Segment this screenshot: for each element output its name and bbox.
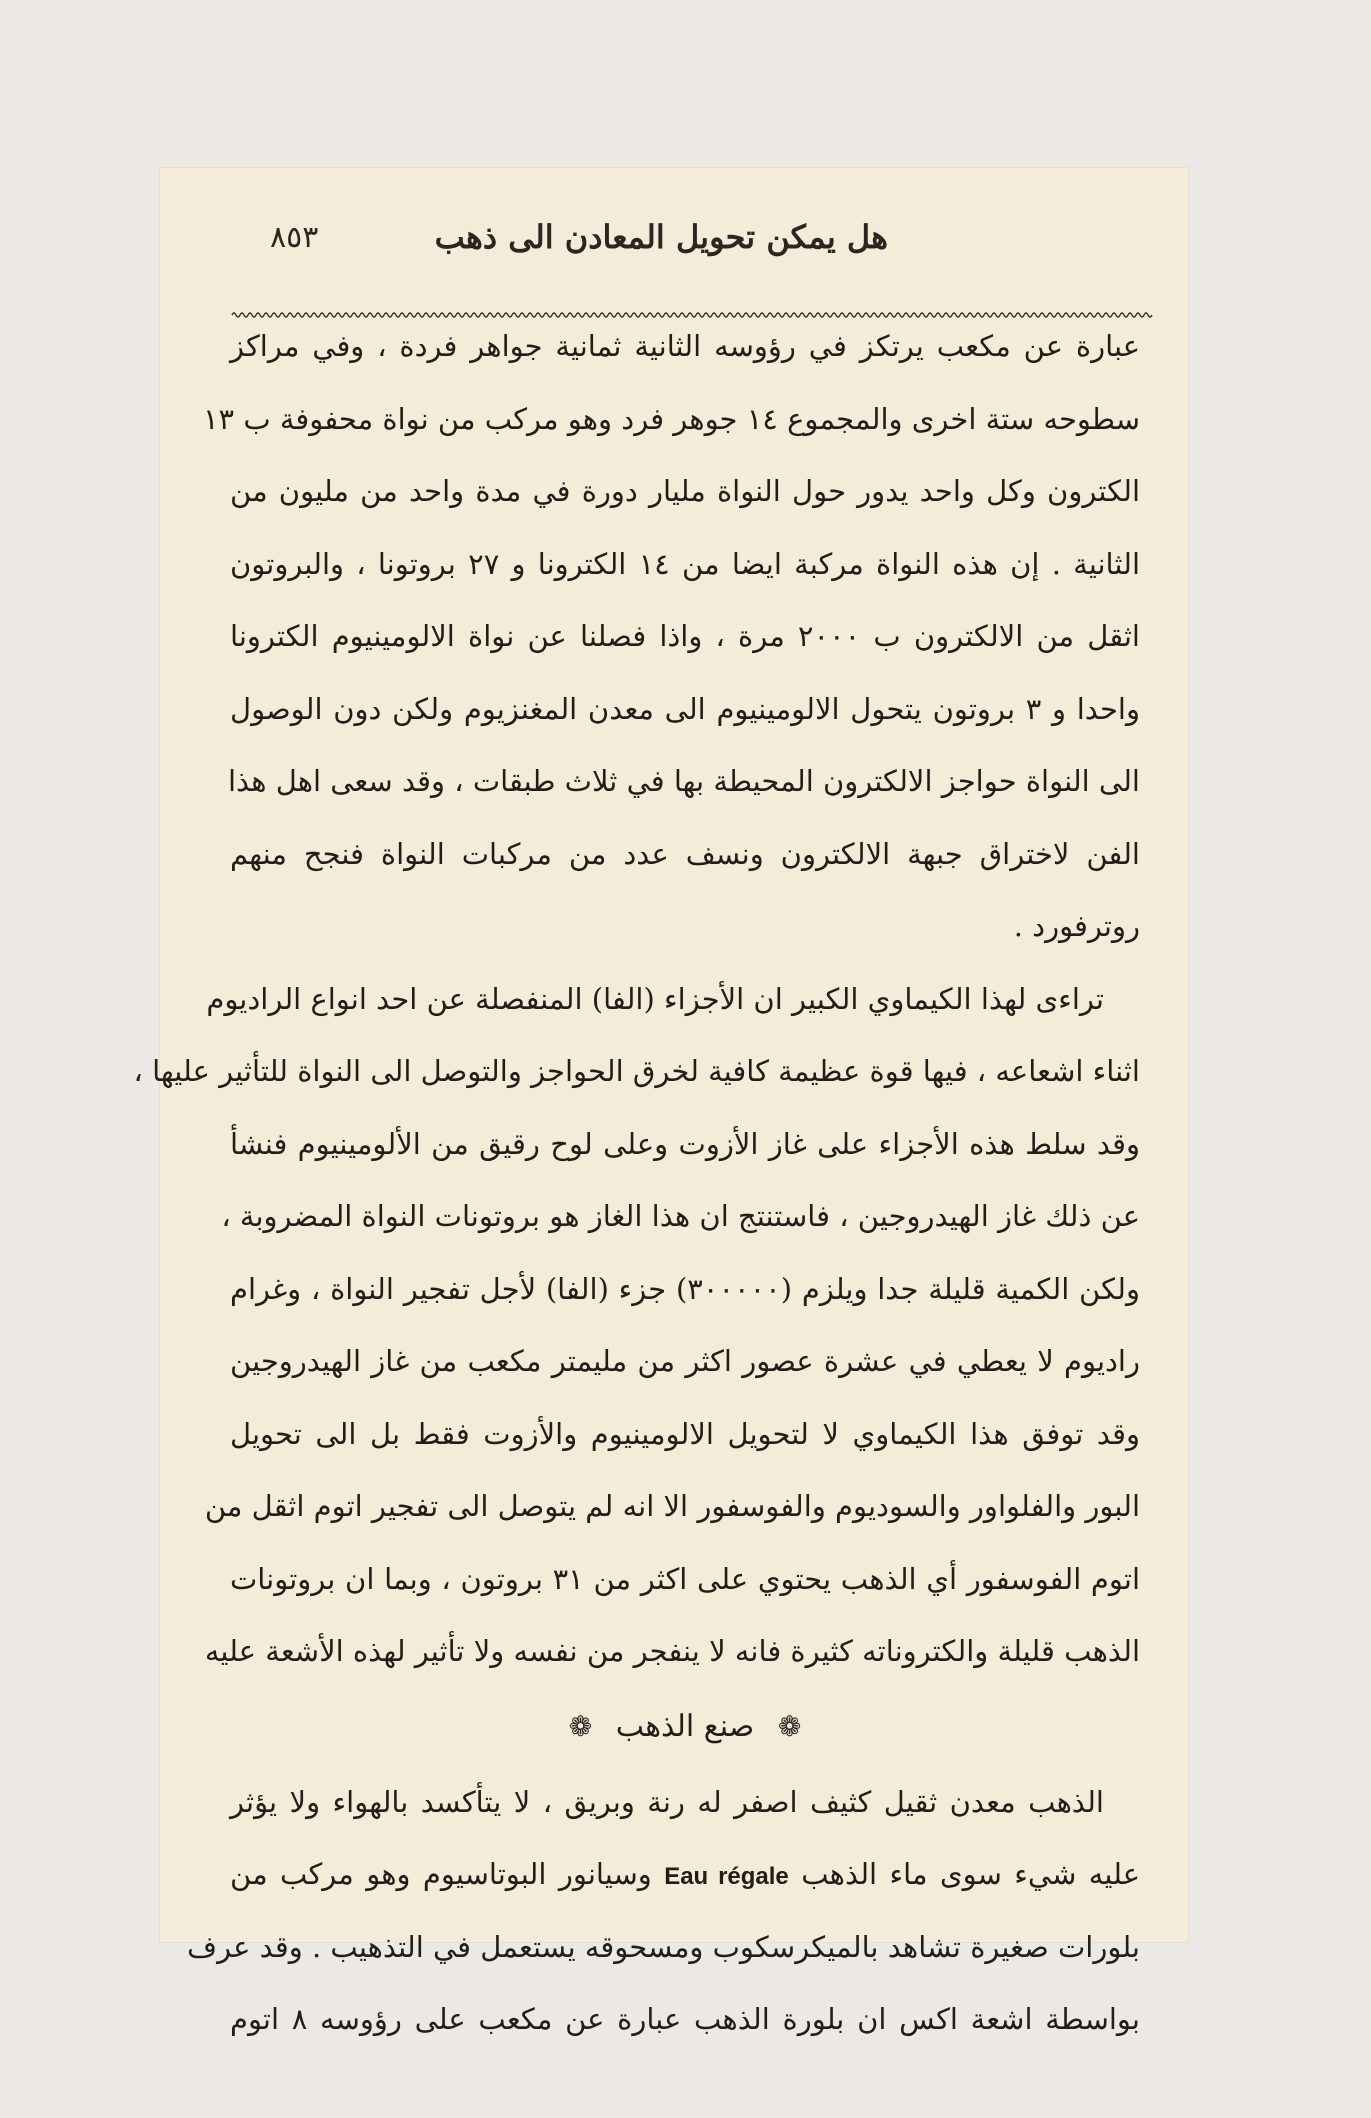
- text-line: البور والفلواور والسوديوم والفوسفور الا انه لم يتوصل الى تفجير اتوم اثقل من: [204, 1489, 1140, 1523]
- text-line: الكترون وكل واحد يدور حول النواة مليار دورة في مدة واحد من مليون من: [230, 474, 1140, 508]
- book-page: [133, 168, 1188, 2036]
- ornament-icon: ❁: [777, 1709, 802, 1743]
- text-line: سطوحه ستة اخرى والمجموع ١٤ جوهر فرد وهو مركب من نواة محفوفة ب ١٣: [202, 401, 1140, 436]
- page-number: ٨٥٣: [270, 220, 319, 255]
- text-line: بواسطة اشعة اكس ان بلورة الذهب عبارة عن مكعب على رؤوسه ٨ اتوم: [230, 2002, 1140, 2036]
- text-segment: عليه شيء سوى ماء الذهب: [801, 1857, 1140, 1891]
- page-header: [160, 210, 1188, 280]
- text-line: وقد سلط هذه الأجزاء على غاز الأزوت وعلى لوح رقيق من الألومينيوم فنشأ: [230, 1126, 1140, 1161]
- text-line: اثقل من الالكترون ب ٢٠٠٠ مرة ، واذا فصلنا عن نواة الالومينيوم الكترونا: [230, 619, 1140, 653]
- text-line: عبارة عن مكعب يرتكز في رؤوسه الثانية ثمانية جواهر فردة ، وفي مراكز: [230, 329, 1140, 363]
- text-line: ولكن الكمية قليلة جدا ويلزم (٣٠٠٠٠٠) جزء (الفا) لأجل تفجير النواة ، وغرام: [230, 1271, 1140, 1306]
- section-heading-label: صنع الذهب: [615, 1708, 755, 1744]
- text-line: روترفورد .: [1013, 909, 1140, 943]
- text-line: راديوم لا يعطي في عشرة عصور اكثر من مليمتر مكعب من غاز الهيدروجين: [230, 1344, 1140, 1378]
- text-line: اتوم الفوسفور أي الذهب يحتوي على اكثر من ٣١ بروتون ، وبما ان بروتونات: [230, 1561, 1140, 1596]
- text-line: عن ذلك غاز الهيدروجين ، فاستنتج ان هذا الغاز هو بروتونات النواة المضروبة ،: [221, 1199, 1140, 1233]
- text-line: الى النواة حواجز الالكترون المحيطة بها في ثلاث طبقات ، وقد سعى اهل هذا: [227, 764, 1140, 798]
- text-line: واحدا و ٣ بروتون يتحول الالومينيوم الى معدن المغنزيوم ولكن دون الوصول: [230, 691, 1140, 726]
- text-line: الذهب قليلة والكتروناته كثيرة فانه لا ينفجر من نفسه ولا تأثير لهذه الأشعة عليه: [204, 1634, 1140, 1668]
- text-line: الذهب معدن ثقيل كثيف اصفر له رنة وبريق ، لا يتأكسد بالهواء ولا يؤثر: [230, 1784, 1104, 1819]
- text-segment: وسيانور البوتاسيوم وهو مركب من: [230, 1857, 652, 1891]
- section-heading: [230, 1688, 1140, 1766]
- running-title: هل يمكن تحويل المعادن الى ذهب: [434, 218, 888, 256]
- paragraph: [133, 963, 1140, 1688]
- ornament-icon: ❁: [568, 1709, 593, 1743]
- text-line: [230, 1838, 1140, 1911]
- text-line: تراءى لهذا الكيماوي الكبير ان الأجزاء (الفا) المنفصلة عن احد انواع الراديوم: [206, 981, 1104, 1016]
- latin-term: Eau régale: [664, 1863, 789, 1890]
- page-body: [133, 310, 1141, 2056]
- text-line: بلورات صغيرة تشاهد بالميكرسكوب ومسحوقه يستعمل في التذهيب . وقد عرف: [187, 1929, 1140, 1964]
- text-line: اثناء اشعاعه ، فيها قوة عظيمة كافية لخرق الحواجز والتوصل الى النواة للتأثير عليها ،: [133, 1054, 1140, 1088]
- text-line: وقد توفق هذا الكيماوي لا لتحويل الالومينيوم والأزوت فقط بل الى تحويل: [230, 1416, 1140, 1451]
- text-line: الفن لاختراق جبهة الالكترون ونسف عدد من مركبات النواة فنجح منهم: [230, 836, 1140, 871]
- text-line: الثانية . إن هذه النواة مركبة ايضا من ١٤ الكترونا و ٢٧ بروتونا ، والبروتون: [230, 546, 1141, 581]
- paragraph: [202, 310, 1141, 963]
- paragraph: [187, 1766, 1140, 2056]
